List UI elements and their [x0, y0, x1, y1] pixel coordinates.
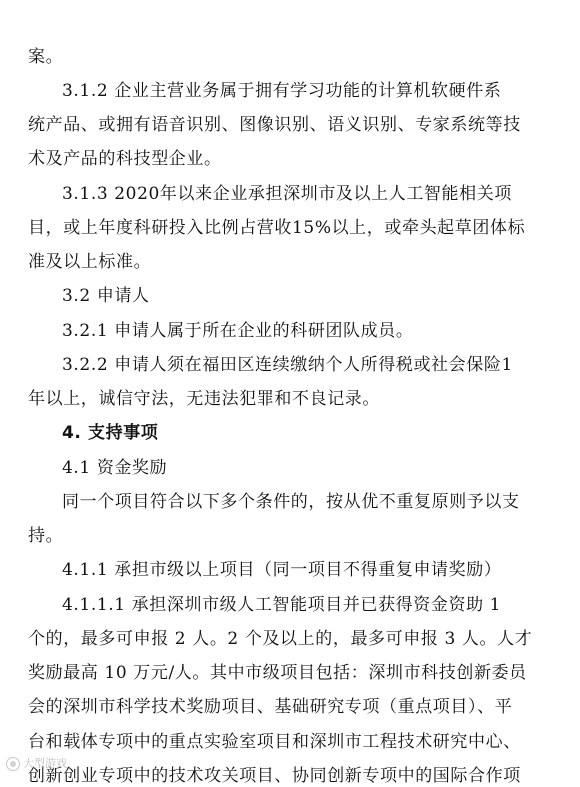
text-line: 奖励最高 10 万元/人。其中市级项目包括：深圳市科技创新委员 [28, 663, 527, 683]
text-line: 4.1 资金奖励 [62, 458, 168, 478]
text-line: 3.2 申请人 [62, 286, 150, 306]
watermark [6, 757, 67, 771]
text-line: 持。 [28, 526, 64, 546]
section-heading: 4. 支持事项 [62, 423, 159, 443]
text-line: 4.1.1.1 承担深圳市级人工智能项目并已获得资金资助 1 [62, 595, 502, 615]
text-line: 准及以上标准。 [28, 252, 152, 272]
watermark-logo-icon [6, 757, 20, 771]
text-line: 个的，最多可申报 2 人。2 个及以上的，最多可申报 3 人。人才 [28, 629, 533, 649]
text-line: 会的深圳市科学技术奖励项目、基础研究专项（重点项目）、平 [28, 697, 513, 717]
text-line: 术及产品的科技型企业。 [28, 149, 222, 169]
watermark-text: 大型游戏 [23, 757, 67, 770]
text-line: 3.1.3 2020年以来企业承担深圳市及以上人工智能相关项 [62, 184, 512, 204]
text-line: 3.2.1 申请人属于所在企业的科研团队成员。 [62, 321, 414, 341]
text-line: 统产品、或拥有语音识别、图像识别、语义识别、专家系统等技 [28, 115, 521, 135]
text-line: 创新创业专项中的技术攻关项目、协同创新专项中的国际合作项 [28, 766, 521, 786]
text-line: 同一个项目符合以下多个条件的，按从优不重复原则予以支 [62, 492, 520, 512]
text-line: 4.1.1 承担市级以上项目（同一项目不得重复申请奖励） [62, 560, 502, 580]
text-line: 年以上，诚信守法，无违法犯罪和不良记录。 [28, 389, 380, 409]
text-line: 案。 [28, 47, 64, 67]
text-line: 台和载体专项中的重点实验室项目和深圳市工程技术研究中心、 [28, 732, 521, 752]
text-line: 3.1.2 企业主营业务属于拥有学习功能的计算机软硬件系 [62, 81, 502, 101]
text-line: 目，或上年度科研投入比例占营收15%以上，或牵头起草团体标 [28, 218, 526, 238]
text-line: 3.2.2 申请人须在福田区连续缴纳个人所得税或社会保险1 [62, 355, 513, 375]
